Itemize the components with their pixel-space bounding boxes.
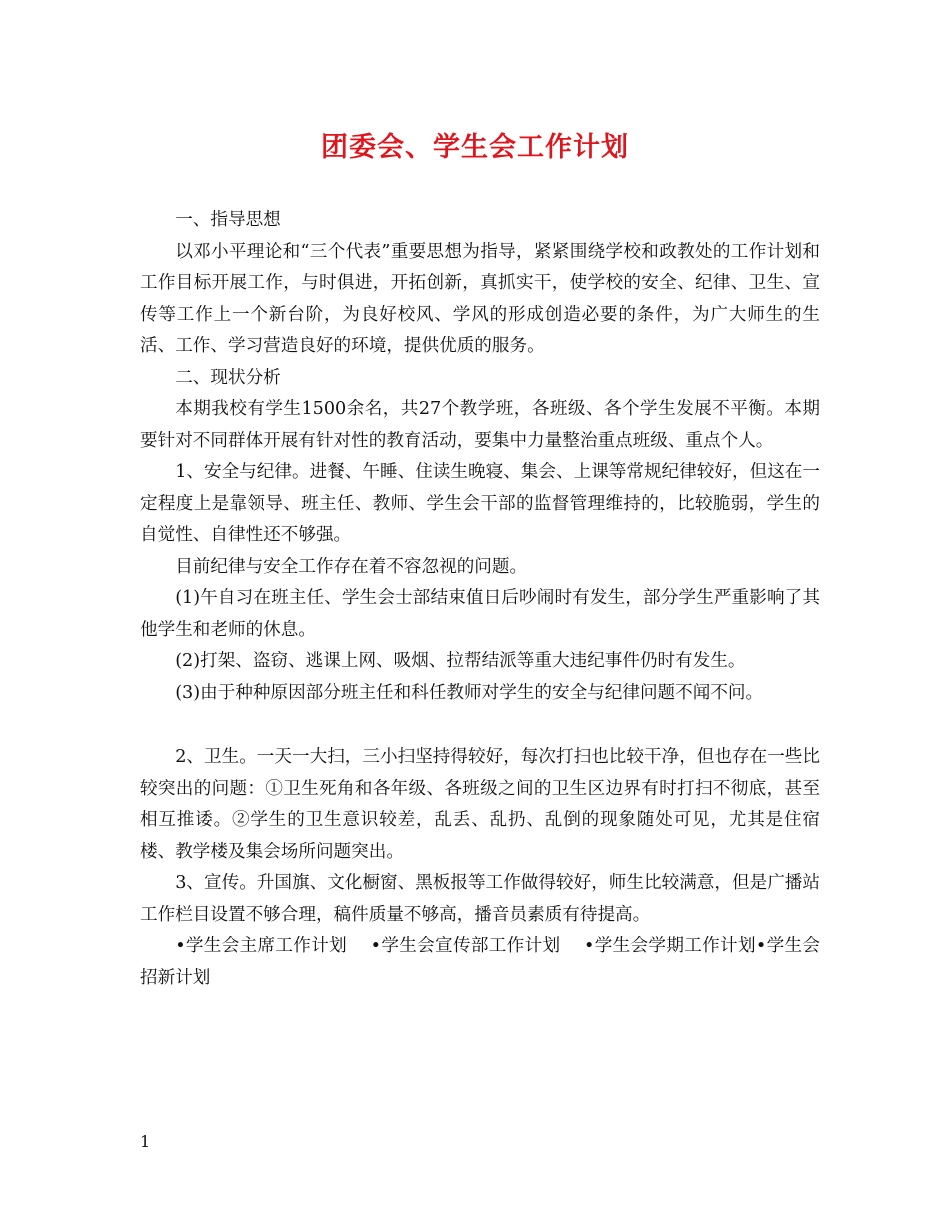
paragraph-problem-3: (3)由于种种原因部分班主任和科任教师对学生的安全与纪律问题不闻不问。 [175,682,764,703]
paragraph-guiding-thought: 以邓小平理论和“三个代表”重要思想为指导，紧紧围绕学校和政教处的工作计划和工作目标开展工作，与时俱进，开拓创新，真抓实干，使学校的安全、纪律、卫生、宣传等工作上一个新台阶，为良好校风、学风的形成创造必要的条件，为广大师生的生活、工作、学习营造良好的环境，提供优质的服务。 [140,241,820,356]
link-publicity-dept-plan[interactable]: •学生会宣传部工作计划 [370,936,561,956]
related-links [140,931,820,994]
section-heading-guiding-thought: 一、指导思想 [175,210,281,230]
paragraph-spacer [140,709,820,742]
document-title: 团委会、学生会工作计划 [321,132,629,163]
link-president-plan[interactable]: •学生会主席工作计划 [175,936,348,956]
paragraph-problem-2: (2)打架、盗窃、逃课上网、吸烟、拉帮结派等重大违纪事件仍时有发生。 [175,651,746,671]
paragraph-student-overview: 本期我校有学生1500余名，共27个教学班，各班级、各个学生发展不平衡。本期要针对不同群体开展有针对性的教育活动，要集中力量整治重点班级、重点个人。 [140,399,820,451]
paragraph-discipline-problems: 目前纪律与安全工作存在着不容忽视的问题。 [175,556,528,577]
paragraph-safety-discipline: 1、安全与纪律。进餐、午睡、住读生晚寝、集会、上课等常规纪律较好，但这在一定程度上是靠领导、班主任、教师、学生会干部的监督管理维持的，比较脆弱，学生的自觉性、自律性还不够强。 [140,462,820,545]
paragraph-problem-1: (1)午自习在班主任、学生会士部结束值日后吵闹时有发生，部分学生严重影响了其他学生和老师的休息。 [140,588,820,640]
document-body [140,205,820,994]
section-heading-current-analysis: 二、现状分析 [175,367,281,388]
link-semester-plan[interactable]: •学生会学期工作计划 [584,936,756,956]
page-number: 1 [140,1132,151,1151]
paragraph-publicity: 3、宣传。升国旗、文化橱窗、黑板报等工作做得较好，师生比较满意，但是广播站工作栏目设置不够合理，稿件质量不够高，播音员素质有待提高。 [140,873,820,925]
paragraph-hygiene: 2、卫生。一天一大扫，三小扫坚持得较好，每次打扫也比较干净，但也存在一些比较突出的问题：①卫生死角和各年级、各班级之间的卫生区边界有时打扫不彻底，甚至相互推诿。②学生的卫生意识较差，乱丢、乱扔、乱倒的现象随处可见，尤其是住宿楼、教学楼及集会场所问题突出。 [140,747,820,862]
link-recruitment-plan[interactable]: •学生会招新计划 [140,936,820,988]
